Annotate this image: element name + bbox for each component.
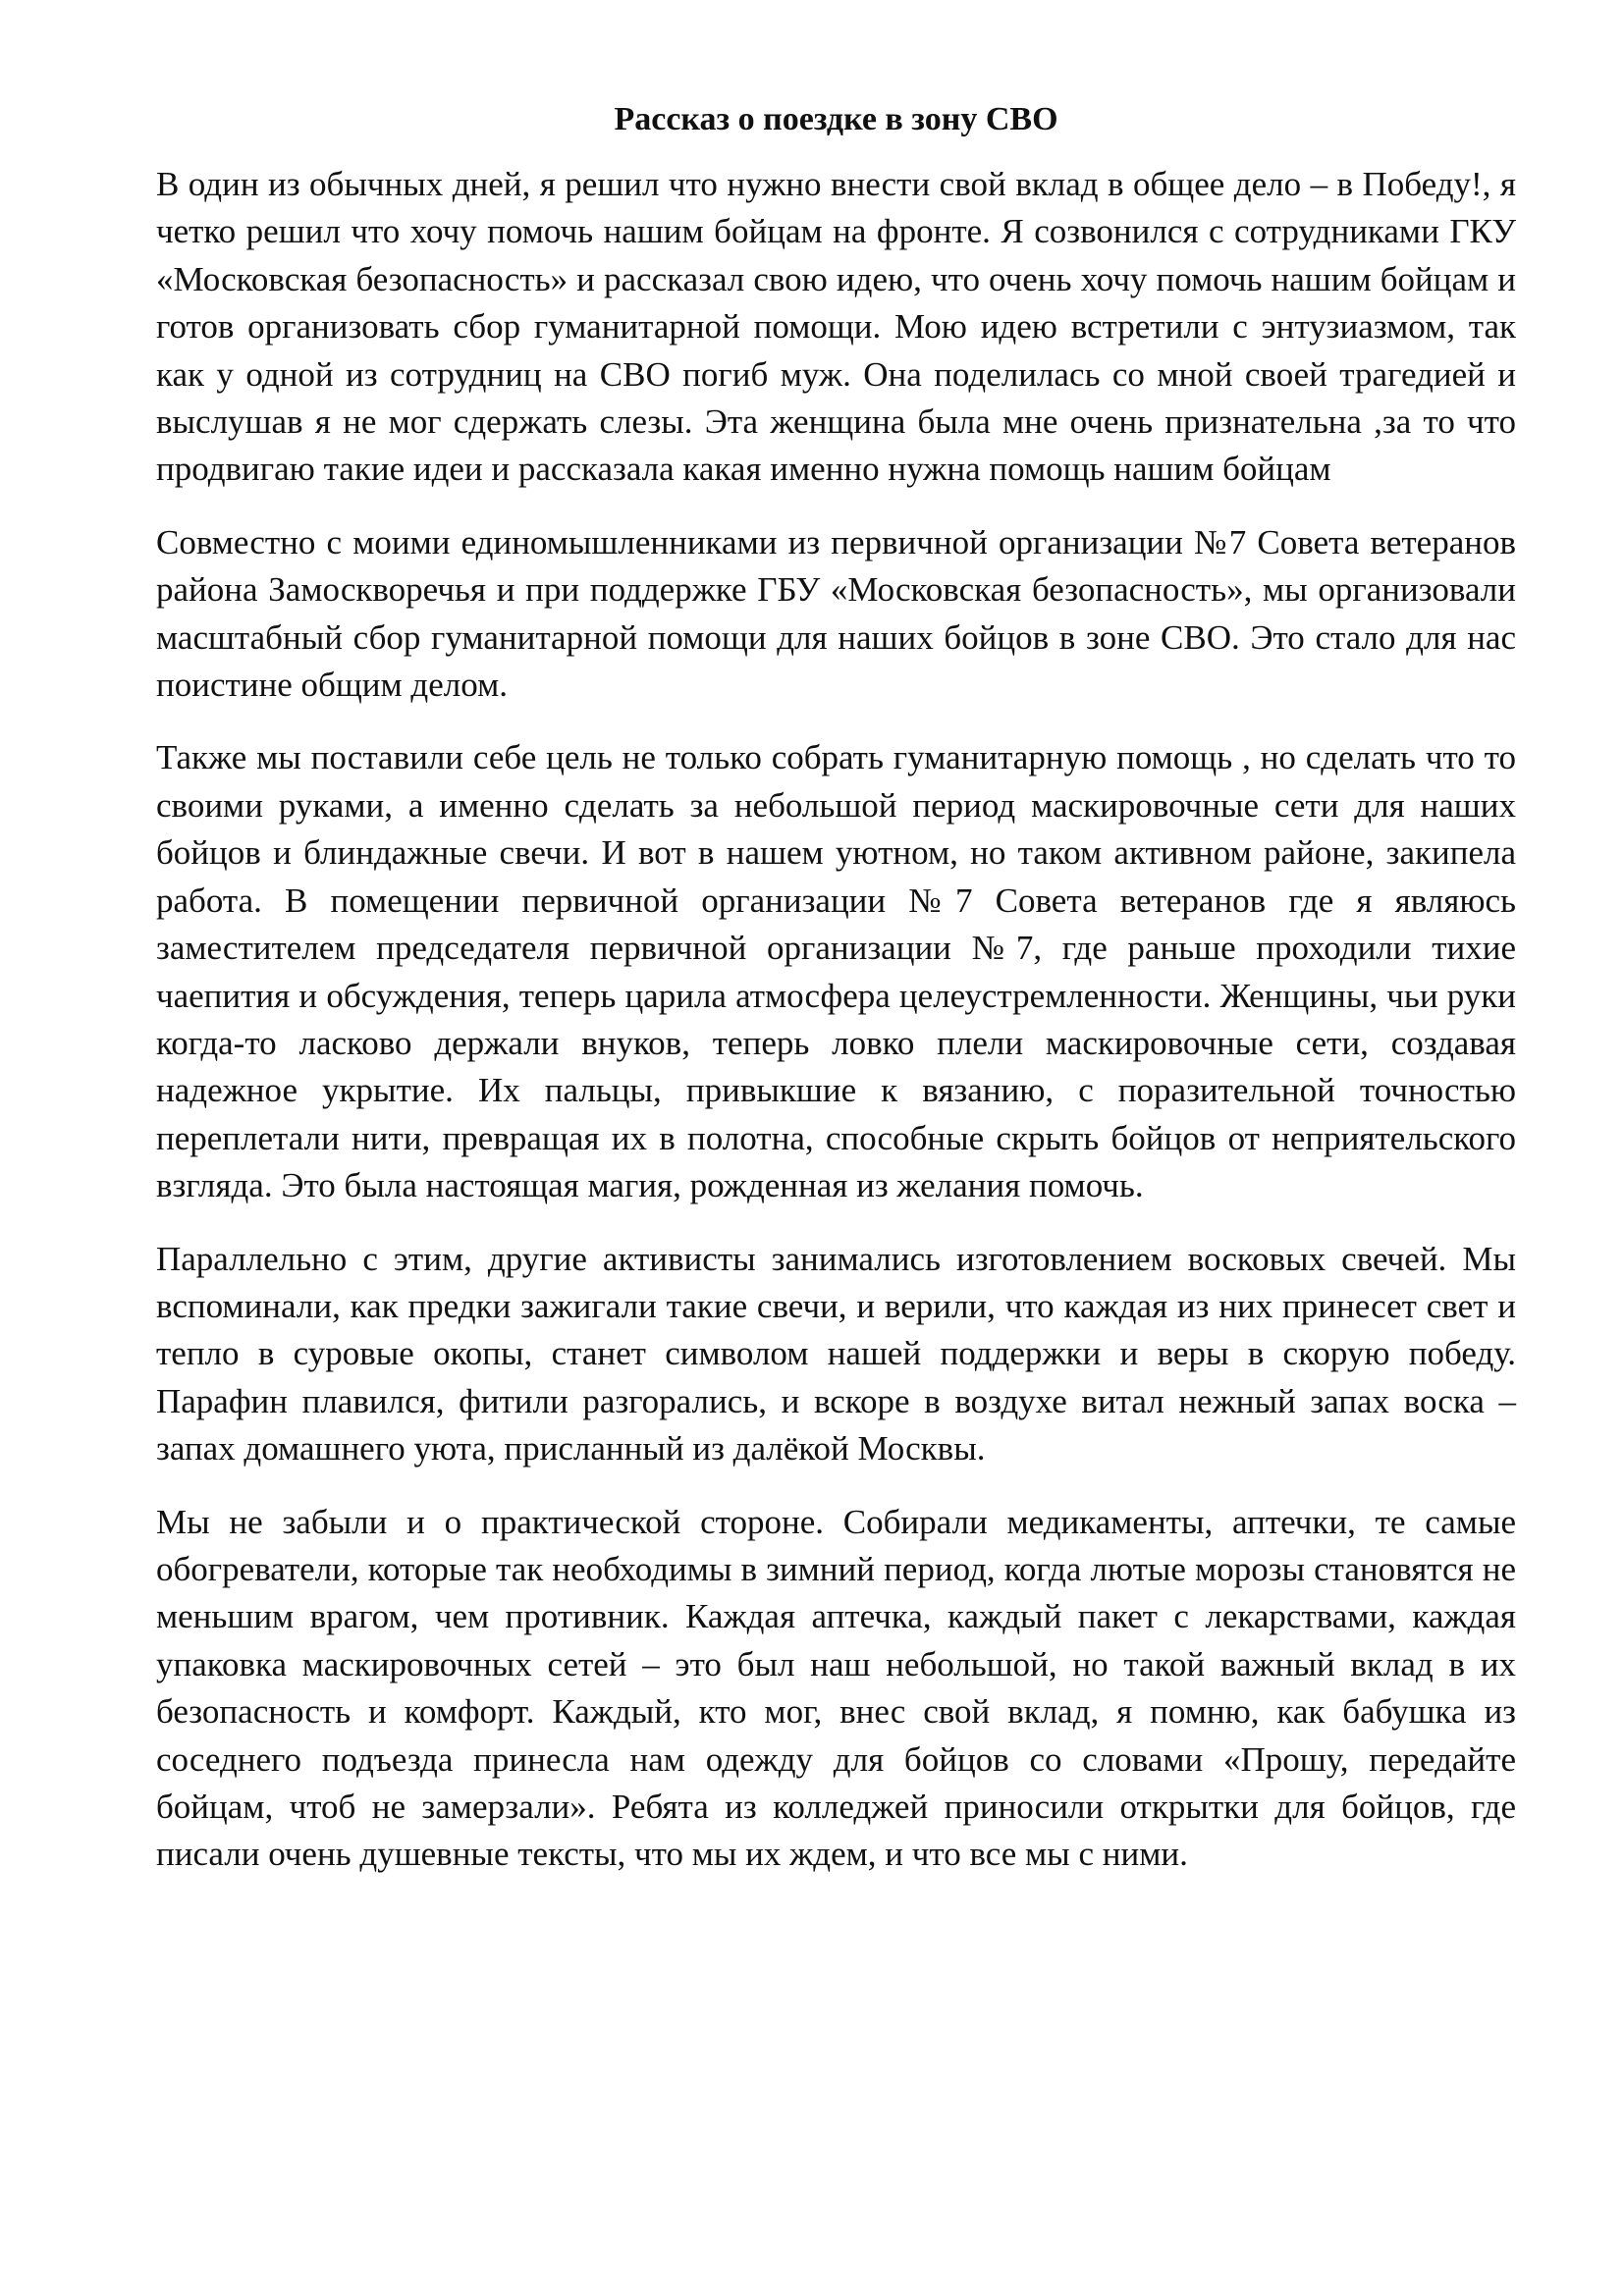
document-body <box>156 94 1516 1904</box>
paragraph-4: Параллельно с этим, другие активисты занимались изготовлением восковых свечей. Мы вспоминали, как предки зажигали такие свечи, и верили, что каждая из них принесет свет и тепло в суровые окопы, станет символом нашей поддержки и веры в скорую победу. Парафин плавился, фитили разгорались, и вскоре в воздухе витал нежный запах воска – запах домашнего уюта, присланный из далёкой Москвы. <box>156 1239 1516 1468</box>
paragraph-2: Совместно с моими единомышленниками из первичной организации №7 Совета ветеранов района Замоскворечья и при поддержке ГБУ «Московская безопасность», мы организовали масштабный сбор гуманитарной помощи для наших бойцов в зоне СВО. Это стало для нас поистине общим делом. <box>156 522 1516 705</box>
paragraph-3: Также мы поставили себе цель не только собрать гуманитарную помощь , но сделать что то своими руками, а именно сделать за небольшой период маскировочные сети для наших бойцов и блиндажные свечи. И вот в нашем уютном, но таком активном районе, закипела работа. В помещении первичной организации №7 Совета ветеранов где я являюсь заместителем председателя первичной организации №7, где раньше проходили тихие чаепития и обсуждения, теперь царила атмосфера целеустремленности. Женщины, чьи руки когда-то ласково держали внуков, теперь ловко плели маскировочные сети, создавая надежное укрытие. Их пальцы, привыкшие к вязанию, с поразительной точностью переплетали нити, превращая их в полотна, способные скрыть бойцов от неприятельского взгляда. Это была настоящая магия, рожденная из желания помочь. <box>156 738 1516 1205</box>
paragraph-5: Мы не забыли и о практической стороне. Собирали медикаменты, аптечки, те самые обогреватели, которые так необходимы в зимний период, когда лютые морозы становятся не меньшим врагом, чем противник. Каждая аптечка, каждый пакет с лекарствами, каждая упаковка маскировочных сетей – это был наш небольшой, но такой важный вклад в их безопасность и комфорт. Каждый, кто мог, внес свой вклад, я помню, как бабушка из соседнего подъезда принесла нам одежду для бойцов со словами «Прошу, передайте бойцам, чтоб не замерзали». Ребята из колледжей приносили открытки для бойцов, где писали очень душевные тексты, что мы их ждем, и что все мы с ними. <box>156 1502 1516 1874</box>
paragraph-1: В один из обычных дней, я решил что нужно внести свой вклад в общее дело – в Победу!, я четко решил что хочу помочь нашим бойцам на фронте. Я созвонился с сотрудниками ГКУ «Московская безопасность» и рассказал свою идею, что очень хочу помочь нашим бойцам и готов организовать сбор гуманитарной помощи. Мою идею встретили с энтузиазмом, так как у одной из сотрудниц на СВО погиб муж. Она поделилась со мной своей трагедией и выслушав я не мог сдержать слезы. Эта женщина была мне очень признательна ,за то что продвигаю такие идеи и рассказала какая именно нужна помощь нашим бойцам <box>156 165 1516 489</box>
document-title: Рассказ о поездке в зону СВО <box>614 101 1058 137</box>
